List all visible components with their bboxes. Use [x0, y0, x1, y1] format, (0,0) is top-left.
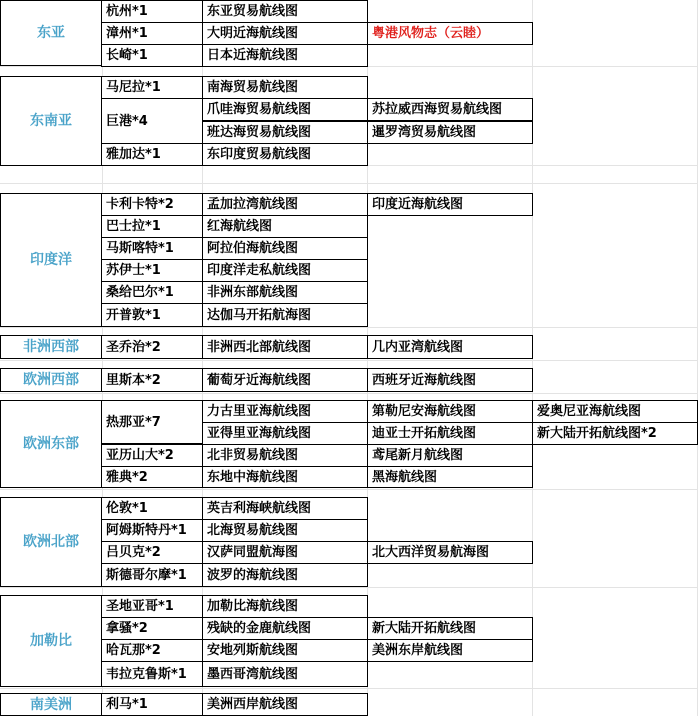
gridline: [0, 393, 698, 394]
region-cell[interactable]: 加勒比: [0, 595, 102, 687]
port-cell[interactable]: 阿姆斯特丹*1: [101, 519, 203, 542]
region-cell[interactable]: 印度洋: [0, 193, 102, 327]
gridline: [0, 587, 698, 588]
port-cell[interactable]: 里斯本*2: [101, 368, 203, 392]
region-cell[interactable]: 南美洲: [0, 693, 102, 716]
gridline: [0, 489, 698, 490]
port-cell[interactable]: 斯德哥尔摩*1: [101, 563, 203, 587]
port-cell[interactable]: 苏伊士*1: [101, 259, 203, 282]
map-cell[interactable]: 达伽马开拓航海图: [202, 303, 368, 327]
map-cell[interactable]: 爱奥尼亚海航线图: [532, 400, 698, 423]
map-cell[interactable]: 阿拉伯海航线图: [202, 237, 368, 260]
region-cell[interactable]: 东亚: [0, 0, 102, 66]
gridline: [0, 360, 698, 361]
highlighted-map-cell[interactable]: 粤港风物志（云睦）: [367, 22, 533, 45]
map-cell[interactable]: 孟加拉湾航线图: [202, 193, 368, 216]
port-cell[interactable]: 圣乔治*2: [101, 335, 203, 359]
map-cell[interactable]: 暹罗湾贸易航线图: [367, 121, 533, 144]
port-cell[interactable]: 韦拉克鲁斯*1: [101, 661, 203, 687]
port-cell[interactable]: 圣地亚哥*1: [101, 595, 203, 618]
region-cell[interactable]: 非洲西部: [0, 335, 102, 359]
map-cell[interactable]: 几内亚湾航线图: [367, 335, 533, 359]
port-cell[interactable]: 雅加达*1: [101, 143, 203, 166]
port-cell[interactable]: 杭州*1: [101, 0, 203, 23]
region-cell[interactable]: 欧洲北部: [0, 497, 102, 587]
port-cell[interactable]: 亚历山大*2: [101, 444, 203, 467]
map-cell[interactable]: 日本近海航线图: [202, 44, 368, 67]
map-cell[interactable]: 东印度贸易航线图: [202, 143, 368, 166]
map-cell[interactable]: 葡萄牙近海航线图: [202, 368, 368, 392]
gridline: [0, 183, 698, 184]
port-cell[interactable]: 巨港*4: [101, 98, 203, 144]
port-cell[interactable]: 漳州*1: [101, 22, 203, 45]
map-cell[interactable]: 黑海航线图: [367, 466, 533, 488]
port-cell[interactable]: 马尼拉*1: [101, 76, 203, 99]
port-cell[interactable]: 拿骚*2: [101, 617, 203, 640]
map-cell[interactable]: 迪亚士开拓航线图: [367, 422, 533, 445]
gridline: [0, 327, 698, 328]
map-cell[interactable]: 加勒比海航线图: [202, 595, 368, 618]
region-cell[interactable]: 欧洲东部: [0, 400, 102, 488]
map-cell[interactable]: 东地中海航线图: [202, 466, 368, 488]
map-cell[interactable]: 班达海贸易航线图: [202, 121, 368, 144]
map-cell[interactable]: 残缺的金鹿航线图: [202, 617, 368, 640]
map-cell[interactable]: 美洲东岸航线图: [367, 639, 533, 662]
port-cell[interactable]: 雅典*2: [101, 466, 203, 488]
port-cell[interactable]: 桑给巴尔*1: [101, 281, 203, 304]
port-cell[interactable]: 利马*1: [101, 693, 203, 716]
map-cell[interactable]: 力古里亚海航线图: [202, 400, 368, 423]
map-cell[interactable]: 北海贸易航线图: [202, 519, 368, 542]
port-cell[interactable]: 马斯喀特*1: [101, 237, 203, 260]
port-cell[interactable]: 哈瓦那*2: [101, 639, 203, 662]
map-cell[interactable]: 印度洋走私航线图: [202, 259, 368, 282]
map-cell[interactable]: 波罗的海航线图: [202, 563, 368, 587]
port-cell[interactable]: 开普敦*1: [101, 303, 203, 327]
map-cell[interactable]: 亚得里亚海航线图: [202, 422, 368, 445]
map-cell[interactable]: 南海贸易航线图: [202, 76, 368, 99]
gridline: [0, 688, 698, 689]
port-cell[interactable]: 卡利卡特*2: [101, 193, 203, 216]
map-cell[interactable]: 非洲西北部航线图: [202, 335, 368, 359]
port-cell[interactable]: 吕贝克*2: [101, 541, 203, 564]
map-cell[interactable]: 印度近海航线图: [367, 193, 533, 216]
map-cell[interactable]: 英吉利海峡航线图: [202, 497, 368, 520]
map-cell[interactable]: 东亚贸易航线图: [202, 0, 368, 23]
map-cell[interactable]: 美洲西岸航线图: [202, 693, 368, 716]
map-cell[interactable]: 北非贸易航线图: [202, 444, 368, 467]
map-cell[interactable]: 红海航线图: [202, 215, 368, 238]
map-cell[interactable]: 安地列斯航线图: [202, 639, 368, 662]
map-cell[interactable]: 北大西洋贸易航海图: [367, 541, 533, 564]
map-cell[interactable]: 墨西哥湾航线图: [202, 661, 368, 687]
map-cell[interactable]: 非洲东部航线图: [202, 281, 368, 304]
map-cell[interactable]: 苏拉威西海贸易航线图: [367, 98, 533, 121]
map-cell[interactable]: 爪哇海贸易航线图: [202, 98, 368, 121]
map-cell[interactable]: 新大陆开拓航线图*2: [532, 422, 698, 445]
port-cell[interactable]: 热那亚*7: [101, 400, 203, 444]
map-cell[interactable]: 新大陆开拓航线图: [367, 617, 533, 640]
map-cell[interactable]: 鸢尾新月航线图: [367, 444, 533, 467]
map-cell[interactable]: 大明近海航线图: [202, 22, 368, 45]
region-cell[interactable]: 欧洲西部: [0, 368, 102, 392]
map-cell[interactable]: 第勒尼安海航线图: [367, 400, 533, 423]
map-cell[interactable]: 汉萨同盟航海图: [202, 541, 368, 564]
region-cell[interactable]: 东南亚: [0, 76, 102, 166]
map-cell[interactable]: 西班牙近海航线图: [367, 368, 533, 392]
port-cell[interactable]: 伦敦*1: [101, 497, 203, 520]
port-cell[interactable]: 长崎*1: [101, 44, 203, 67]
port-cell[interactable]: 巴士拉*1: [101, 215, 203, 238]
